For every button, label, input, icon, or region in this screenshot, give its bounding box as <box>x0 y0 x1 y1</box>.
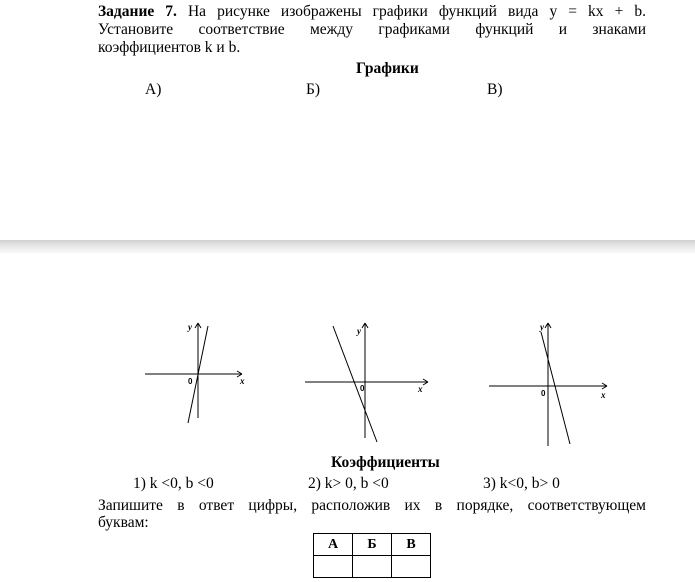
answer-header-v: В <box>392 534 431 556</box>
graph-a-x-label: x <box>240 376 245 386</box>
graph-b-function-line <box>333 326 377 442</box>
graph-b-origin-label: 0 <box>360 384 365 393</box>
graphs-title: Графики <box>356 60 419 77</box>
option-3: 3) k<0, b> 0 <box>483 475 560 492</box>
graph-v-origin-label: 0 <box>541 389 546 398</box>
graph-a-y-label: y <box>188 322 192 332</box>
task-line-3: коэффициентов k и b. <box>98 39 241 56</box>
graph-a <box>140 318 250 428</box>
graph-a-origin-label: 0 <box>188 377 193 386</box>
graph-label-a: А) <box>145 81 162 98</box>
option-1: 1) k <0, b <0 <box>133 475 214 492</box>
graph-b-y-label: y <box>357 326 361 336</box>
graph-label-v: В) <box>487 81 503 98</box>
graph-v-x-label: x <box>601 390 606 400</box>
task-text: На рисунке изображены графики функций вида y = kx + b. <box>176 3 646 20</box>
page-break <box>0 240 695 254</box>
graph-b-x-label: x <box>418 384 423 394</box>
answer-table <box>313 533 431 578</box>
task-label: Задание 7. <box>98 3 177 20</box>
coefficients-title: Коэффициенты <box>331 454 440 471</box>
graph-label-b: Б) <box>306 81 321 98</box>
answer-header-b: Б <box>353 534 392 556</box>
graph-v-y-label: y <box>540 322 544 332</box>
graph-b <box>300 318 435 448</box>
answer-cell-v[interactable] <box>392 556 431 578</box>
option-2: 2) k> 0, b <0 <box>308 475 389 492</box>
task-line-1 <box>98 3 646 21</box>
answer-table-input-row <box>314 556 431 578</box>
graph-v <box>484 318 614 448</box>
answer-cell-a[interactable] <box>314 556 353 578</box>
task-line-2: Установите соответствие между графиками функций и знаками <box>98 21 646 38</box>
answer-table-header-row <box>314 534 431 556</box>
instruction-line-1: Запишите в ответ цифры, расположив их в порядке, соответствующем <box>98 497 646 514</box>
answer-header-a: А <box>314 534 353 556</box>
answer-cell-b[interactable] <box>353 556 392 578</box>
graph-v-function-line <box>541 332 570 444</box>
instruction-line-2: буквам: <box>98 514 149 531</box>
